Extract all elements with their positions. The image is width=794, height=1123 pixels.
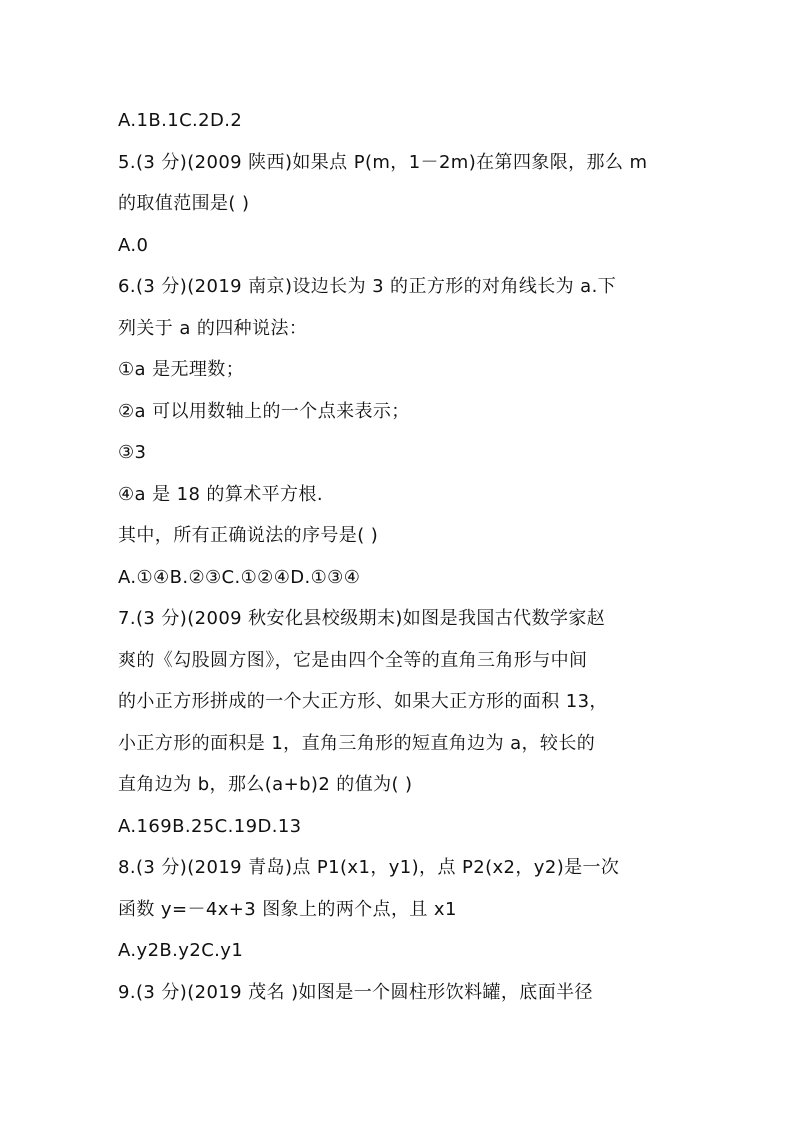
question-7-line-3: 的小正方形拼成的一个大正方形、如果大正方形的面积 13， xyxy=(118,691,608,712)
answer-options-q6: A.①④B.②③C.①②④D.①③④ xyxy=(118,566,361,588)
question-7-line-5: 直角边为 b，那么(a+b)2 的值为( ) xyxy=(118,774,413,795)
answer-options-q4: A.1B.1C.2D.2 xyxy=(118,110,243,131)
question-8-line-1: 8.(3 分)(2019 青岛)点 P1(x1，y1)，点 P2(x2，y2)是一次 xyxy=(118,857,620,878)
question-5-line-1: 5.(3 分)(2009 陕西)如果点 P(m，1－2m)在第四象限，那么 m xyxy=(118,151,648,173)
question-5-line-2: 的取值范围是( ) xyxy=(118,193,250,214)
answer-options-q8: A.y2B.y2C.y1 xyxy=(118,940,244,961)
answer-options-q7: A.169B.25C.19D.13 xyxy=(118,815,302,837)
question-6-prompt: 其中，所有正确说法的序号是( ) xyxy=(118,525,379,546)
question-6-statement-1: ①a 是无理数； xyxy=(118,359,245,380)
question-6-statement-3: ③3 xyxy=(118,442,147,463)
document-body xyxy=(118,100,678,1013)
answer-options-q5: A.0 xyxy=(118,234,149,256)
question-7-line-2: 爽的《勾股圆方图》，它是由四个全等的直角三角形与中间 xyxy=(118,649,588,671)
question-6-statement-4: ④a 是 18 的算术平方根. xyxy=(118,483,323,505)
question-8-line-2: 函数 y=－4x+3 图象上的两个点，且 x1 xyxy=(118,898,457,920)
question-9-line-1: 9.(3 分)(2019 茂名 )如图是一个圆柱形饮料罐，底面半径 xyxy=(118,981,593,1003)
question-6-statement-2: ②a 可以用数轴上的一个点来表示； xyxy=(118,400,410,422)
question-6-line-2: 列关于 a 的四种说法： xyxy=(118,317,308,339)
question-7-line-4: 小正方形的面积是 1，直角三角形的短直角边为 a，较长的 xyxy=(118,732,596,754)
question-7-line-1: 7.(3 分)(2009 秋安化县校级期末)如图是我国古代数学家赵 xyxy=(118,608,606,629)
question-6-line-1: 6.(3 分)(2019 南京)设边长为 3 的正方形的对角线长为 a.下 xyxy=(118,276,617,297)
